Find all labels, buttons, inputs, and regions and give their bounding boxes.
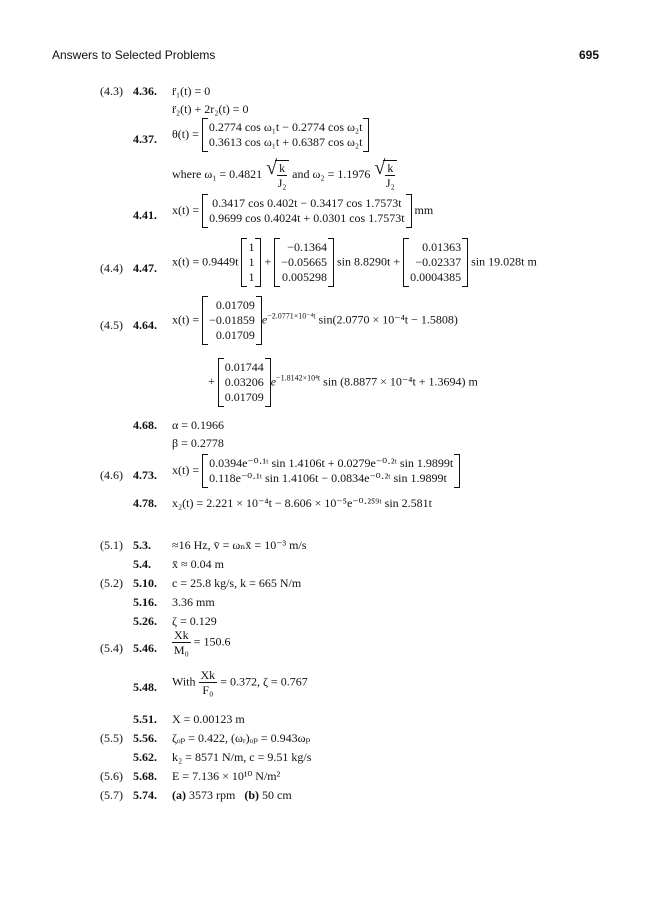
matrix-entry: 0.01709 (215, 328, 255, 342)
matrix-row: 0.2774 cos ω₁t − 0.2774 cos ω₂t (208, 120, 363, 134)
matrix-row: 0.9699 cos 0.4024t + 0.0301 cos 1.7573t (209, 211, 405, 225)
term: sin 8.8290t + (337, 254, 401, 269)
answer-line: β = 0.2778 (172, 436, 224, 450)
matrix-entry: 0.01709 (224, 390, 264, 404)
denominator: M₀ (173, 643, 189, 657)
matrix-entry: 0.01363 (422, 240, 462, 254)
part-label: (a) (172, 788, 186, 802)
problem-number: 5.4. (133, 557, 151, 571)
part-answer: 50 cm (262, 788, 292, 802)
answer-equation (172, 628, 230, 657)
section-label: (5.2) (100, 576, 123, 590)
numerator: Xk (174, 628, 189, 642)
exp-base: e (261, 312, 268, 327)
part-answer: 3573 rpm (189, 788, 236, 802)
matrix-entry: −0.1364 (287, 240, 327, 254)
term: sin(2.0770 × 10⁻⁴t − 1.5808) (318, 312, 458, 327)
matrix-entry: 0.0004385 (410, 270, 462, 284)
matrix-entry: 1 (248, 270, 255, 284)
section-label: (4.6) (100, 468, 123, 482)
answer-equation (172, 160, 397, 190)
matrix-entry: 1 (248, 240, 255, 254)
answer-equation: x(t) = 0.9449t 1 1 1 + −0.1364 −0.05665 0.005298 sin 8.8290t + 0.01363 −0.02337 0.0004385 sin 19.028t m (172, 238, 537, 287)
answer-line (172, 788, 292, 803)
matrix (241, 238, 261, 287)
numerator: √ k (279, 161, 286, 175)
matrix-entry: −0.01859 (209, 313, 255, 327)
fraction (199, 668, 218, 697)
where-prefix: where ω₁ = 0.4821 (172, 166, 263, 181)
section-label: (4.3) (100, 84, 123, 98)
matrix-entry: 1 (248, 255, 255, 269)
problem-number: 5.46. (133, 641, 157, 655)
problem-number: 4.68. (133, 418, 157, 432)
radical (275, 160, 289, 190)
problem-number: 5.26. (133, 614, 157, 628)
equation-lhs: x(t) = (172, 462, 200, 477)
exponent: −2.0771×10⁻⁴t (267, 311, 316, 321)
exponent: −1.8142×10⁴t (276, 373, 321, 383)
prefix: With (172, 674, 196, 689)
matrix-entry: 0.005298 (282, 270, 327, 284)
matrix (403, 238, 468, 287)
problem-number: 4.41. (133, 208, 157, 222)
answer-line: c = 25.8 kg/s, k = 665 N/m (172, 576, 302, 590)
fraction (277, 161, 287, 190)
problem-number: 4.37. (133, 132, 157, 146)
answer-line: ζₒₚ = 0.422, (ωᵣ)ₒₚ = 0.943ωₚ (172, 731, 311, 745)
matrix-row: 0.0394e⁻⁰·¹ᵗ sin 1.4106t + 0.0279e⁻⁰·²ᵗ sin 1.9899t (209, 456, 454, 470)
numerator: Xk (200, 668, 216, 682)
term: sin 19.028t m (471, 254, 537, 269)
term: = 150.6 (193, 634, 231, 649)
answer-line: α = 0.1966 (172, 418, 225, 432)
matrix-row: 0.3417 cos 0.402t − 0.3417 cos 1.7573t (212, 196, 402, 210)
matrix (202, 296, 262, 345)
problem-number: 5.51. (133, 712, 157, 726)
matrix-entry: −0.05665 (281, 255, 327, 269)
unit: mm (414, 202, 434, 217)
denominator: F₀ (202, 683, 214, 697)
answer-line: ≈16 Hz, v̄ = ωₙx̄ = 10⁻³ m/s (172, 538, 307, 552)
denominator: J₂ (385, 176, 395, 190)
answer-line: k₂ = 8571 N/m, c = 9.51 kg/s (172, 750, 312, 764)
matrix (202, 194, 411, 228)
problem-number: 5.74. (133, 788, 157, 802)
answer-line: ζ = 0.129 (172, 614, 217, 628)
problem-number: 5.56. (133, 731, 157, 745)
answer-line: E = 7.136 × 10¹⁰ N/m² (172, 769, 281, 783)
answer-line: x₂(t) = 2.221 × 10⁻⁴t − 8.606 × 10⁻⁵e⁻⁰·²⁵⁹ᵗ sin 2.581t (172, 496, 433, 510)
section-label: (5.6) (100, 769, 123, 783)
problem-number: 5.68. (133, 769, 157, 783)
equation-lhs: x(t) = (172, 312, 200, 327)
equation-lhs: x(t) = (172, 202, 200, 217)
denominator: J₂ (277, 176, 287, 190)
matrix (274, 238, 334, 287)
answer-equation (172, 194, 433, 228)
problem-number: 4.47. (133, 261, 157, 275)
radical (383, 160, 397, 190)
matrix (202, 118, 370, 152)
section-label: (5.4) (100, 641, 123, 655)
section-label: (4.5) (100, 318, 123, 332)
equation-lhs: x(t) = 0.9449t (172, 254, 239, 269)
matrix-entry: 0.03206 (224, 375, 264, 389)
equation-lhs: θ(t) = (172, 126, 199, 141)
problem-number: 5.62. (133, 750, 157, 764)
problem-number: 5.3. (133, 538, 151, 552)
matrix-entry: 0.01744 (224, 360, 264, 374)
answer-equation (172, 668, 308, 697)
term: sin (8.8877 × 10⁻⁴t + 1.3694) m (323, 374, 478, 389)
problem-number: 5.16. (133, 595, 157, 609)
where-middle: and ω₂ = 1.1976 (292, 166, 371, 181)
part-label: (b) (244, 788, 260, 802)
matrix-row: 0.118e⁻⁰·¹ᵗ sin 1.4106t − 0.0834e⁻⁰·²ᵗ sin 1.9899t (209, 471, 447, 485)
answer-line: x̄ ≈ 0.04 m (172, 557, 224, 571)
section-label: (5.1) (100, 538, 123, 552)
answer-equation (172, 454, 460, 488)
matrix-entry: 0.01709 (215, 298, 255, 312)
answer-line: X = 0.00123 m (172, 712, 245, 726)
section-label: (4.4) (100, 261, 123, 275)
exp-base: e (270, 374, 277, 389)
numerator: √ k (387, 161, 394, 175)
problem-number: 4.78. (133, 496, 157, 510)
problem-number: 4.36. (133, 84, 157, 98)
answer-equation (172, 358, 478, 407)
matrix (202, 454, 460, 488)
answer-equation (172, 296, 458, 345)
fraction (172, 628, 191, 657)
running-header: Answers to Selected Problems (52, 48, 216, 62)
matrix (218, 358, 271, 407)
problem-number: 4.73. (133, 468, 157, 482)
section-label: (5.5) (100, 731, 123, 745)
page-number: 695 (578, 48, 599, 62)
matrix-row: 0.3613 cos ω₁t + 0.6387 cos ω₂t (208, 135, 363, 149)
fraction (385, 161, 395, 190)
problem-number: 5.48. (133, 680, 157, 694)
answer-line: r̈₂(t) + 2r₂(t) = 0 (172, 102, 249, 116)
problem-number: 4.64. (133, 318, 157, 332)
term: = 0.372, ζ = 0.767 (220, 674, 308, 689)
problem-number: 5.10. (133, 576, 157, 590)
matrix-entry: −0.02337 (415, 255, 462, 269)
section-label: (5.7) (100, 788, 123, 802)
answer-line: 3.36 mm (172, 595, 215, 609)
answer-line: r̈₁(t) = 0 (172, 84, 211, 98)
plus-sign: + (208, 374, 215, 389)
answer-equation (172, 118, 369, 152)
